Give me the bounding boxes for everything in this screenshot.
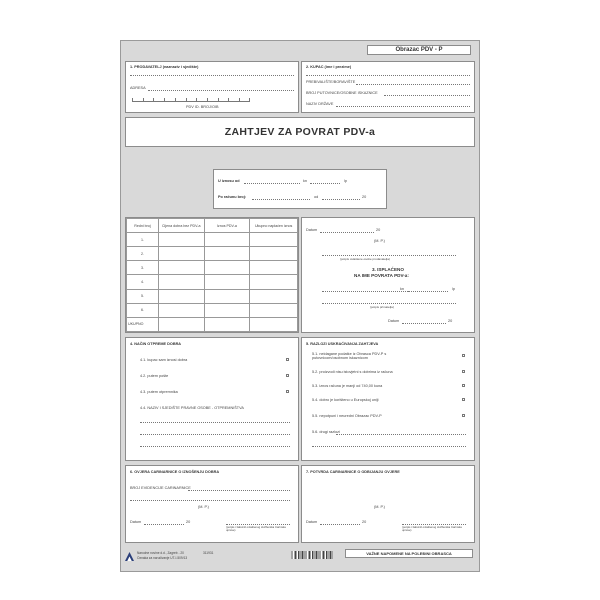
barcode (291, 551, 333, 559)
col-iznos-pdv: Iznos PDV-a (204, 219, 250, 233)
amount-label: U iznosu od (218, 179, 240, 183)
form-sheet (120, 40, 480, 572)
buyer-label: 2. KUPAC (ime i prezime) (306, 65, 352, 69)
customs-reject-date-label: Datum (306, 520, 318, 524)
payout-lp: lp (452, 287, 455, 291)
rejection-checkbox[interactable] (462, 414, 465, 417)
buyer-section (301, 61, 475, 113)
rejection-item: 5.6. drugi razlozi (312, 430, 340, 434)
payout-subtitle: NA IME POVRATA PDV-a: (354, 273, 409, 278)
rejection-item: 5.4. dobro je korišteno u Europskoj uniji (312, 398, 379, 402)
seller-sign-caption: (potpis ovlaštene osobe prodavatelja) (340, 257, 390, 261)
payout-currency: kn (400, 287, 405, 291)
invoice-label: Po računu broj: (218, 195, 247, 199)
customs-reject-year: 20 (362, 520, 367, 524)
customs-rejection-section (301, 465, 475, 543)
publisher-line1: Narodne novine d.d., Zagreb - 20 (137, 551, 184, 555)
payout-date2-label: Datum (388, 319, 400, 323)
pdv-id-boxes[interactable] (132, 97, 250, 102)
shipping-checkbox[interactable] (286, 358, 289, 361)
shipping-checkbox[interactable] (286, 390, 289, 393)
back-notes-notice: VAŽNE NAPOMENE NA POLEĐINI OBRASCA (345, 549, 473, 558)
amount-box (213, 169, 387, 209)
shipping-item: 4.3. putem otpremnika (140, 390, 178, 394)
customs-cert-sign-caption: (potpis i faksimil ovlaštenog službenika Carinske uprave) (226, 525, 287, 533)
shipping-item: 4.1. kupac sam iznosi dobra (140, 358, 188, 362)
seller-label: 1. PRODAVATELJ (naznaziv i sjedište) (130, 65, 199, 69)
payout-section (301, 217, 475, 333)
form-code: Obrazac PDV - P (367, 45, 471, 55)
buyer-country-label: NAZIV DRŽAVE (306, 102, 334, 106)
payout-seal: (M. P.) (374, 239, 385, 243)
shipping-item: 4.4. NAZIV I SJEDIŠTE PRAVNE OSOBE - OTPREMNIŠTVA (140, 406, 244, 410)
invoice-od: od (314, 195, 319, 199)
rejection-reasons-section (301, 337, 475, 461)
pdv-id-label: PDV ID. BROJ/OIB (186, 105, 219, 109)
row-number: 3. (127, 261, 159, 275)
row-number: 4. (127, 275, 159, 289)
customs-evidence-label: BROJ EVIDENCIJE CARINARNICE (130, 486, 191, 490)
row-number: 2. (127, 247, 159, 261)
publisher-logo-icon (125, 552, 134, 561)
col-cijena: Cijena dobra bez PDV-a (158, 219, 204, 233)
row-number: 6. (127, 303, 159, 317)
rejection-item: 5.2. proizvodi nisu istovjetni s dobrima iz računa (312, 370, 393, 374)
payout-title: 3. ISPLAĆENO (372, 267, 404, 272)
recipient-caption: (potpis primatelja) (370, 305, 394, 309)
customs-cert-year: 20 (186, 520, 191, 524)
seller-section (125, 61, 299, 113)
items-table (126, 218, 298, 332)
customs-cert-label: 6. OVJERA CARINARNICE O IZNOŠENJU DOBRA (130, 470, 220, 474)
customs-reject-sign-caption: (potpis i faksimil ovlaštenog službenika Carinske uprave) (402, 525, 463, 533)
rejection-checkbox[interactable] (462, 354, 465, 357)
col-ukupno: Ukupno naplaćen iznos (250, 219, 298, 233)
customs-cert-seal: (M. P.) (198, 505, 209, 509)
customs-certification-section (125, 465, 299, 543)
rejection-item: 5.3. iznos računa je manji od 740,00 kuna (312, 384, 383, 388)
payout-date-label: Datum (306, 228, 318, 232)
row-number: 1. (127, 233, 159, 247)
payout-date-year: 20 (376, 228, 381, 232)
seller-address-label: ADRESA (130, 86, 146, 90)
rejection-label: 5. RAZLOZI USKRAĆIVANJA ZAHTJEVA (306, 342, 379, 346)
buyer-passport-label: BROJ PUTOVNICE/OSOBNE ISKAZNICE (306, 91, 378, 95)
shipping-checkbox[interactable] (286, 374, 289, 377)
shipping-label: 4. NAČIN OTPREME DOBRA (130, 342, 182, 346)
rejection-item: 5.5. nepotpuni i neuredni Obrazac PDV-P (312, 414, 382, 418)
title-box (125, 117, 475, 147)
rejection-checkbox[interactable] (462, 384, 465, 387)
customs-reject-seal: (M. P.) (374, 505, 385, 509)
col-redni-broj: Redni broj (127, 219, 159, 233)
amount-lp: lp (344, 179, 347, 183)
rejection-checkbox[interactable] (462, 370, 465, 373)
publisher-line2: Oznaka za naručivanje UT-I-509/13 (137, 556, 188, 560)
total-label: UKUPNO (127, 317, 159, 331)
rejection-checkbox[interactable] (462, 398, 465, 401)
buyer-residence-label: PREBIVALIŠTE/BORAVIŠTE (306, 80, 356, 84)
shipping-item: 4.2. putem pošte (140, 374, 169, 378)
row-number: 5. (127, 289, 159, 303)
customs-reject-label: 7. POTVRDA CARINARNICE O ODBIJANJU OVJERE (306, 470, 400, 474)
amount-currency: kn (303, 179, 308, 183)
footer-code: 311931 (203, 551, 214, 555)
shipping-method-section (125, 337, 299, 461)
customs-cert-date-label: Datum (130, 520, 142, 524)
rejection-item: 5.1. neidagane podatke iz Obrasca PDV-P s putovnicom/osobnom iskaznicom (312, 352, 387, 361)
invoice-year: 20 (362, 195, 367, 199)
payout-date2-year: 20 (448, 319, 453, 323)
form-title: ZAHTJEV ZA POVRAT PDV-a (224, 126, 376, 138)
items-table-box (125, 217, 299, 333)
